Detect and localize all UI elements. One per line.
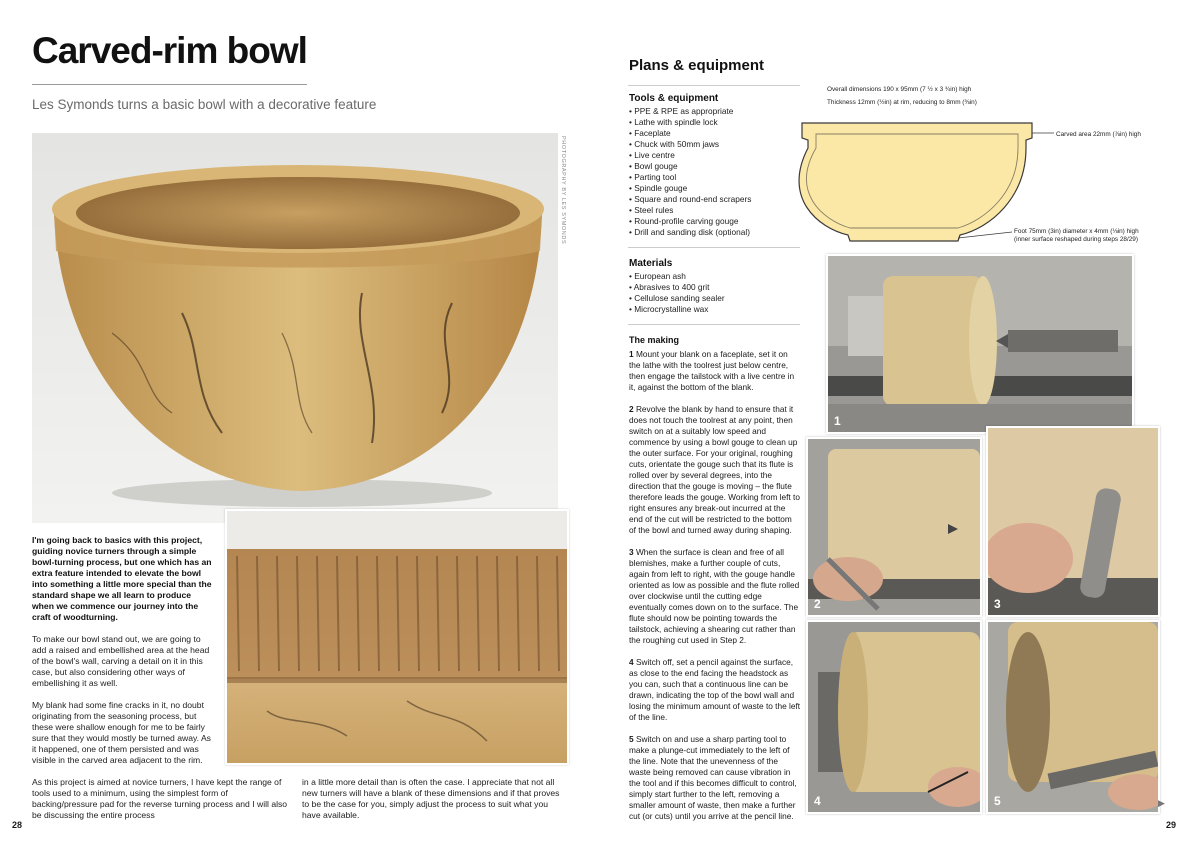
body-column (32, 634, 212, 777)
carved-rim-detail-photo (225, 509, 569, 765)
step-photo-2 (806, 437, 982, 617)
next-page-arrow-icon: ▶ (1158, 798, 1165, 808)
diagram-overall-label: Overall dimensions 190 x 95mm (7 ½ x 3 ¾in) high (827, 86, 972, 93)
diagram-thickness-label: Thickness 12mm (½in) at rim, reducing to 8mm (⅜in) (827, 99, 977, 106)
body-paragraph: in a little more detail than is often the case. I appreciate that not all new turners will have a blank of these dimensions and if that proves to be the case for you, simply adjust the process to suit what you have available. (302, 777, 560, 820)
steps-column (629, 349, 801, 833)
step-photo-5 (986, 620, 1160, 814)
bowl-plan-diagram (790, 78, 1180, 248)
article-title: Carved-rim bowl (32, 30, 307, 71)
tools-heading: Tools & equipment (629, 93, 719, 104)
list-item: • Drill and sanding disk (optional) (629, 227, 751, 238)
photo-number: 4 (814, 794, 821, 808)
step-text: Mount your blank on a faceplate, set it on the lathe with the toolrest just below centre, then engage the tailstock with a live centre in it, against the bottom of the blank. (629, 349, 795, 392)
step-number: 4 (629, 657, 634, 667)
step-number: 3 (629, 547, 634, 557)
list-item: • Round-profile carving gouge (629, 216, 751, 227)
step-paragraph (629, 349, 801, 393)
step-text: Switch off, set a pencil against the surface, as close to the end facing the headstock as you can, such that a continuous line can be drawn, indicating the top of the bowl wall and losing the minimum amount of waste to the left of the line. (629, 657, 801, 722)
intro-paragraph: I'm going back to basics with this project, guiding novice turners through a simple bowl-turning process, but one which has an extra feature intended to elevate the bowl into something a little more special than the standard shape we all learn to produce when we commence our journey into the craft of woodturning. (32, 535, 212, 622)
list-item: • Cellulose sanding sealer (629, 293, 725, 304)
step-photo-4 (806, 620, 982, 814)
diagram-foot-note: (inner surface reshaped during steps 28/29) (1014, 236, 1138, 243)
diagram-carved-label: Carved area 22mm (⅞in) high (1056, 131, 1141, 138)
tools-list (629, 106, 751, 238)
list-item: • Square and round-end scrapers (629, 194, 751, 205)
body-paragraph: My blank had some fine cracks in it, no doubt originating from the seasoning process, but these were shallow enough for me to be fairly sure that they would mostly be turned away. As it happened, one of them persisted and was visible in the carved area adjacent to the rim. (32, 700, 211, 765)
body-paragraph: As this project is aimed at novice turners, I have kept the range of tools used to a minimum, using the simplest form of backing/pressure pad for the reverse turning process and I will also be discussing the entire process (32, 777, 288, 820)
diagram-foot-label: Foot 75mm (3in) diameter x 4mm (⅛in) high (1014, 228, 1139, 235)
section-rule (628, 85, 800, 86)
step-text: Switch on and use a sharp parting tool to make a plunge-cut immediately to the left of the line. Note that the unevenness of the waste being removed can cause vibration in the tool and if this becomes difficult to control, simply start further to the left, removing a smaller amount of waste, then make a further cut (or cuts) until you arrive at the pencil line. (629, 734, 797, 821)
page-number-right: 29 (1166, 820, 1177, 830)
materials-heading: Materials (629, 258, 673, 269)
section-rule (628, 247, 800, 248)
photo-number: 1 (834, 414, 841, 428)
article-subtitle: Les Symonds turns a basic bowl with a decorative feature (32, 97, 377, 112)
bowl-profile-shape (799, 123, 1032, 241)
list-item: • Parting tool (629, 172, 751, 183)
step-paragraph (629, 404, 801, 536)
section-rule (628, 324, 800, 325)
bowl-hero-photo (32, 133, 558, 523)
body-paragraph: To make our bowl stand out, we are going to add a raised and embellished area at the head of the bowl's wall, carving a detail on it in this case, but also considering other ways of embellishing it as well. (32, 634, 210, 688)
list-item: • Faceplate (629, 128, 751, 139)
list-item: • Microcrystalline wax (629, 304, 725, 315)
page-number-left: 28 (12, 820, 23, 830)
photo-number: 2 (814, 597, 821, 611)
step-photo-3 (986, 426, 1160, 617)
photo-credit: PHOTOGRAPHY BY LES SYMONDS (560, 136, 566, 245)
list-item: • Bowl gouge (629, 161, 751, 172)
plans-title: Plans & equipment (629, 57, 765, 74)
making-heading: The making (629, 335, 680, 345)
step-number: 5 (629, 734, 634, 744)
materials-list (629, 271, 725, 315)
list-item: • Abrasives to 400 grit (629, 282, 725, 293)
title-rule (32, 84, 307, 85)
list-item: • Live centre (629, 150, 751, 161)
step-paragraph (629, 734, 801, 822)
photo-number: 5 (994, 794, 1001, 808)
photo-number: 3 (994, 597, 1001, 611)
step-text: Revolve the blank by hand to ensure that it does not touch the toolrest at any point, then switch on at a suitably low speed and commence by using a bowl gouge to clean up the outer surface. For your original, roughing cuts, orientate the gouge such that its flute is rolled over by several degrees, into the direction that the gouge is moving – the flute therefore leads the gouge. Working from left to right ensures any break-out incurred at the end of the cut will be restricted to the bottom of the bowl and turned away during shaping. (629, 404, 800, 535)
list-item: • PPE & RPE as appropriate (629, 106, 751, 117)
list-item: • Lathe with spindle lock (629, 117, 751, 128)
list-item: • Spindle gouge (629, 183, 751, 194)
step-number: 1 (629, 349, 634, 359)
step-photo-1 (826, 254, 1134, 434)
list-item: • Chuck with 50mm jaws (629, 139, 751, 150)
step-text: When the surface is clean and free of all blemishes, make a further couple of cuts, again from left to right, with the gouge handle oriented as low as possible and the flute rolled over clockwise until the cutting edge eventually comes down on to the surface. The flute should now be pointing towards the tailstock, achieving a shearing cut rather than the roughing cut used in Step 2. (629, 547, 800, 645)
step-paragraph (629, 547, 801, 646)
list-item: • Steel rules (629, 205, 751, 216)
step-number: 2 (629, 404, 634, 414)
list-item: • European ash (629, 271, 725, 282)
step-paragraph (629, 657, 801, 723)
